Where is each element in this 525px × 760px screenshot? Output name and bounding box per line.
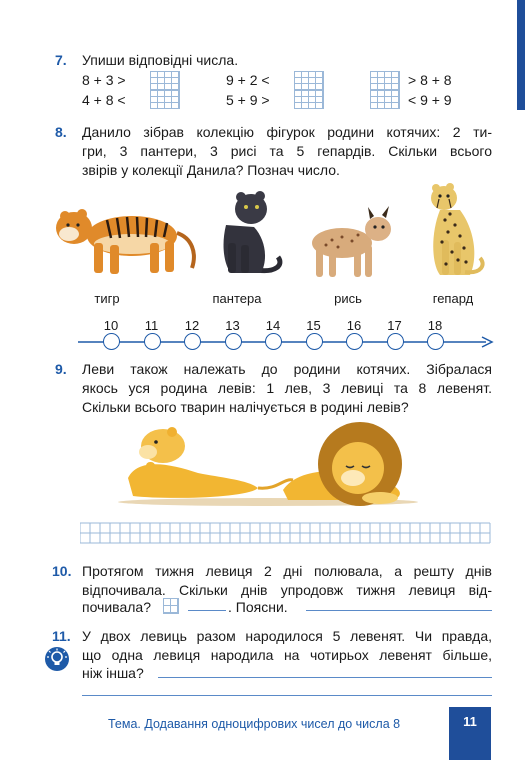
number-line-circle[interactable] <box>387 333 404 350</box>
task11-number: 11. <box>52 628 71 644</box>
number-line-label: 14 <box>265 318 281 333</box>
page-edge-tab <box>517 0 525 110</box>
answer-line-unit[interactable] <box>188 609 226 611</box>
task8-line1: Данило зібрав колекцію фігурок родини котячих: 2 ти- <box>82 124 492 140</box>
label-panther: пантера <box>212 291 262 306</box>
task10-line1: Протягом тижня левиця 2 дні полювала, а решту днів <box>82 563 492 579</box>
number-line-circle[interactable] <box>306 333 323 350</box>
number-line-label: 11 <box>144 318 159 333</box>
number-line-label: 13 <box>225 318 240 333</box>
task11-line1: У двох левиць разом народилося 5 левенят. Чи правда, <box>82 628 492 644</box>
number-line-circle[interactable] <box>346 333 363 350</box>
number-line-label: 15 <box>306 318 321 333</box>
label-lynx: рись <box>334 291 362 306</box>
number-line-label: 17 <box>387 318 402 333</box>
answer-grid[interactable] <box>370 71 400 90</box>
label-cheetah: гепард <box>432 291 474 306</box>
answer-line-1[interactable] <box>158 676 492 678</box>
task10-line3-start: почивала? <box>82 599 151 615</box>
task7-expr-2c: < 9 + 9 <box>408 92 452 108</box>
number-line-circle[interactable] <box>103 333 120 350</box>
task7-expr-1c: > 8 + 8 <box>408 72 452 88</box>
answer-grid[interactable] <box>294 90 324 109</box>
task10-number: 10. <box>52 563 72 579</box>
answer-box[interactable] <box>163 598 179 614</box>
footer-topic: Тема. Додавання одноцифрових чисел до числа 8 <box>108 717 401 731</box>
task10-line3-end: . Поясни. <box>228 599 288 615</box>
panther-illustration <box>206 185 286 280</box>
number-line-label: 18 <box>427 318 443 333</box>
answer-grid[interactable] <box>370 90 400 109</box>
number-line-circle[interactable] <box>427 333 444 350</box>
answer-grid[interactable] <box>150 90 180 109</box>
task9-line1: Леви також належать до родини котячих. Зібралася <box>82 361 492 377</box>
task7-expr-1b: 9 + 2 < <box>226 72 270 88</box>
task11-line2: що одна левиця народила на чотирьох левенят більше, <box>82 647 492 663</box>
number-line-circle[interactable] <box>225 333 242 350</box>
task7-expr-2b: 5 + 9 > <box>226 92 270 108</box>
task7-expr-1a: 8 + 3 > <box>82 72 126 88</box>
number-line-circle[interactable] <box>144 333 161 350</box>
number-line-label: 16 <box>346 318 362 333</box>
answer-grid-row[interactable] <box>80 522 492 544</box>
cheetah-illustration <box>420 180 490 280</box>
task7-number: 7. <box>55 52 67 68</box>
lions-illustration <box>108 418 428 508</box>
answer-line-2[interactable] <box>82 694 492 696</box>
explanation-line[interactable] <box>306 609 492 611</box>
page-number: 11 <box>463 714 477 729</box>
task11-line3: ніж інша? <box>82 665 144 681</box>
task7-expr-2a: 4 + 8 < <box>82 92 126 108</box>
lightbulb-icon <box>44 646 70 672</box>
number-line-circle[interactable] <box>184 333 201 350</box>
task8-line2: гри, 3 пантери, 3 рисі та 5 гепардів. Скільки всього <box>82 143 492 159</box>
task9-number: 9. <box>55 361 67 377</box>
number-line-label: 12 <box>184 318 200 333</box>
task9-line3: Скільки всього тварин налічується в родині левів? <box>82 399 409 415</box>
lynx-illustration <box>302 205 397 283</box>
label-tiger: тигр <box>94 291 120 306</box>
task8-line3: звірів у колекції Данила? Познач число. <box>82 162 340 178</box>
number-line-circle[interactable] <box>265 333 282 350</box>
answer-grid[interactable] <box>294 71 324 90</box>
tiger-illustration <box>52 198 202 280</box>
task10-line2: відпочивала. Скільки днів упродовж тижня левиця від- <box>82 582 492 598</box>
task8-number: 8. <box>55 124 67 140</box>
task7-instruction: Упиши відповідні числа. <box>82 52 239 68</box>
number-line-label: 10 <box>103 318 119 333</box>
answer-grid[interactable] <box>150 71 180 90</box>
task9-line2: якось уся родина левів: 1 лев, 3 левиці та 8 левенят. <box>82 380 492 396</box>
